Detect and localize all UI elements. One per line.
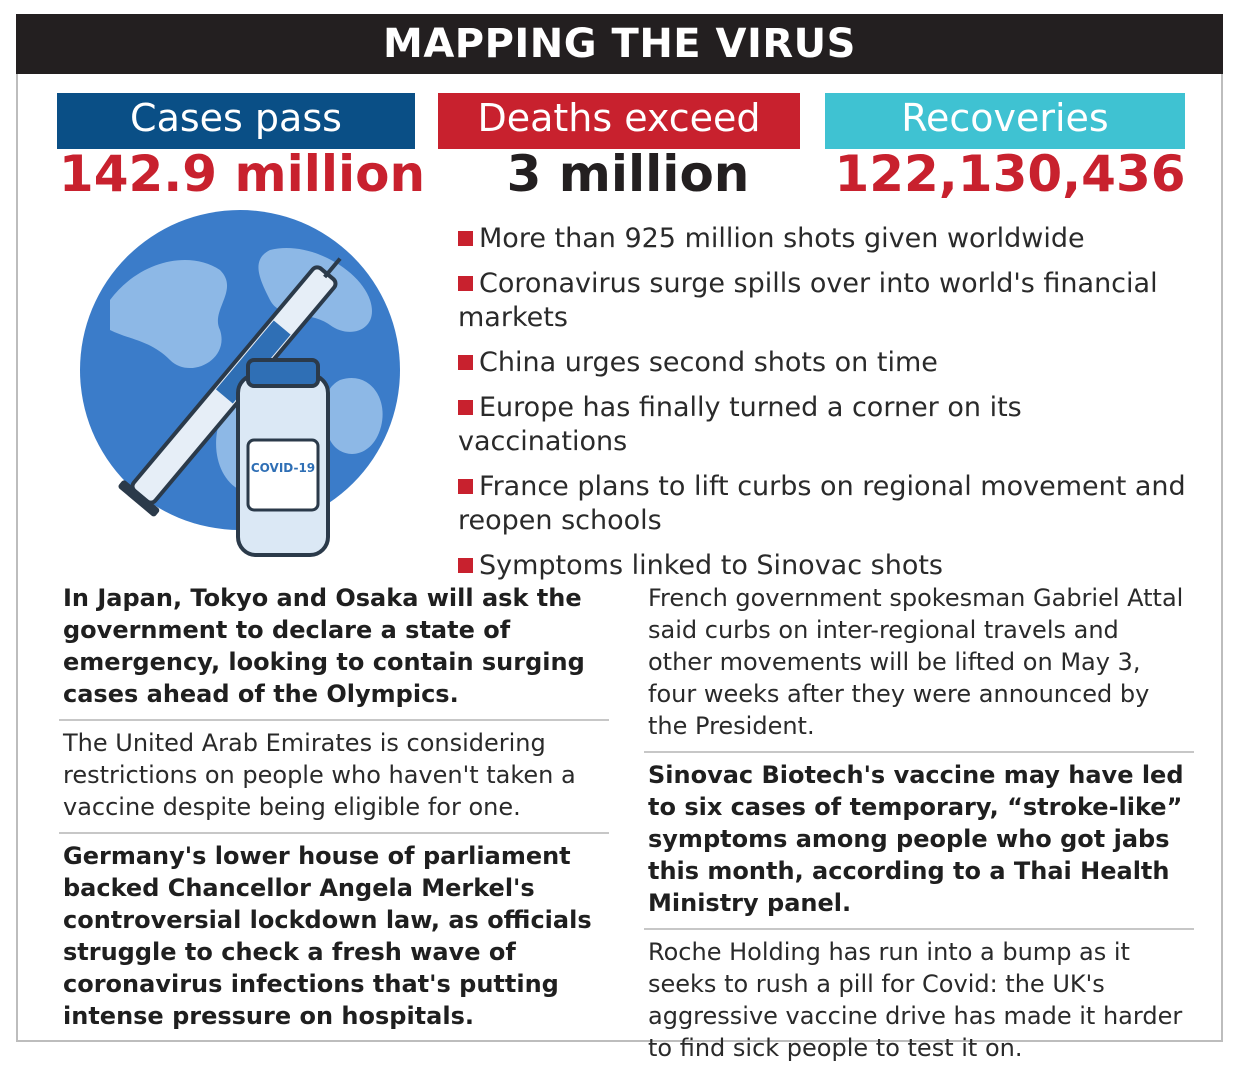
list-item: Europe has finally turned a corner on its vaccinations xyxy=(458,392,1022,457)
list-item: Symptoms linked to Sinovac shots xyxy=(458,549,1198,583)
headline-list xyxy=(458,222,1198,594)
cases-value: 142.9 million xyxy=(58,145,426,203)
recoveries-label: Recoveries xyxy=(825,93,1185,149)
bullet-square-icon xyxy=(458,400,473,415)
divider xyxy=(59,832,609,834)
divider xyxy=(644,751,1194,753)
list-item: France plans to lift curbs on regional movement and reopen schools xyxy=(458,471,1186,536)
bullet-square-icon xyxy=(458,276,473,291)
vial-label: COVID-19 xyxy=(250,461,316,475)
deaths-label: Deaths exceed xyxy=(438,93,800,149)
news-item-germany: Germany's lower house of parliament backed Chancellor Angela Merkel's controversial lockdown law, as officials struggle to check a fresh wave of coronavirus infections that's putting intense pressure on hospitals. xyxy=(63,842,592,1030)
deaths-value: 3 million xyxy=(506,145,750,203)
globe-with-syringe-and-vaccine-vial-icon xyxy=(70,210,450,560)
page-title: MAPPING THE VIRUS xyxy=(16,14,1223,74)
bullet-square-icon xyxy=(458,479,473,494)
bullet-square-icon xyxy=(458,231,473,246)
bullet-square-icon xyxy=(458,355,473,370)
cases-label: Cases pass xyxy=(57,93,415,149)
divider xyxy=(644,928,1194,930)
bullet-square-icon xyxy=(458,558,473,573)
news-column-right xyxy=(648,582,1188,1068)
divider xyxy=(59,719,609,721)
news-item-roche: Roche Holding has run into a bump as it seeks to rush a pill for Covid: the UK's aggressive vaccine drive has made it harder to find sick people to test it on. xyxy=(648,938,1183,1062)
recoveries-value: 122,130,436 xyxy=(834,145,1186,203)
list-item: More than 925 million shots given worldwide xyxy=(458,222,1198,256)
news-item-france: French government spokesman Gabriel Attal said curbs on inter-regional travels and other movements will be lifted on May 3, four weeks after they were announced by the President. xyxy=(648,584,1184,740)
news-item-uae: The United Arab Emirates is considering restrictions on people who haven't taken a vaccine despite being eligible for one. xyxy=(63,729,576,821)
list-item: China urges second shots on time xyxy=(458,346,1198,380)
list-item: Coronavirus surge spills over into world's financial markets xyxy=(458,268,1158,333)
news-item-sinovac: Sinovac Biotech's vaccine may have led to six cases of temporary, “stroke-like” symptoms among people who got jabs this month, according to a Thai Health Ministry panel. xyxy=(648,761,1184,917)
news-item-japan: In Japan, Tokyo and Osaka will ask the government to declare a state of emergency, looking to contain surging cases ahead of the Olympics. xyxy=(63,584,585,708)
vaccine-vial-icon xyxy=(238,360,328,555)
news-column-left xyxy=(63,582,603,1036)
